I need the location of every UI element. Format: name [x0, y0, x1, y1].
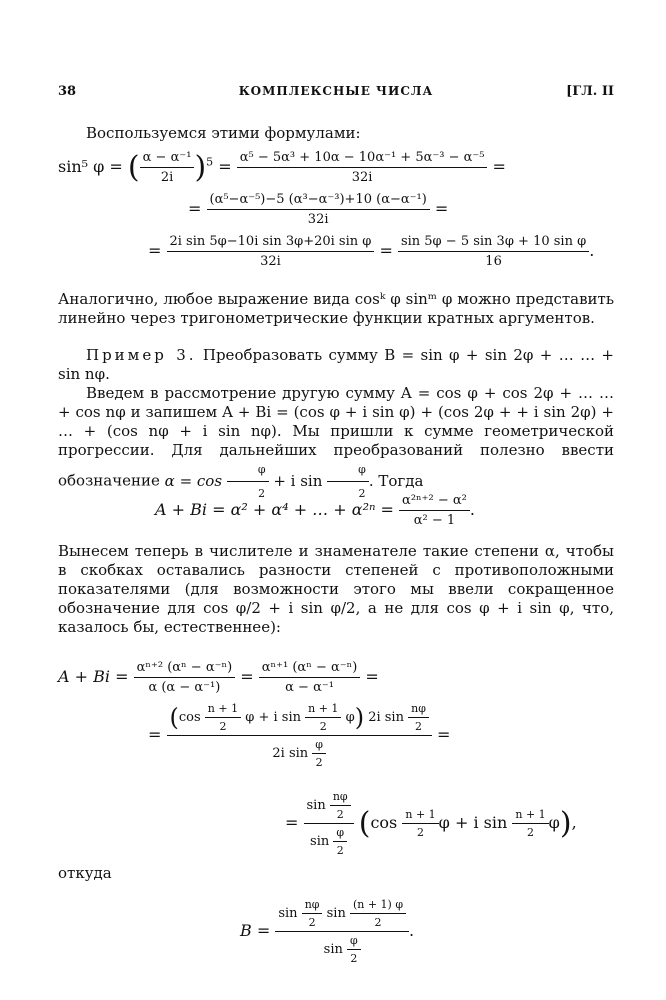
example-label: Пример 3.: [86, 346, 197, 364]
equation-abi-line1: A + Bi = $\frac{\text{αⁿ⁺² (αⁿ − α⁻ⁿ)}}{\text{α (α − α⁻¹)}}$ = $\frac{\text{αⁿ⁺¹ (αⁿ − α⁻ⁿ)}}{\text{α − α⁻¹}}$ =: [58, 660, 379, 695]
paragraph-intro: Введем в рассмотрение другую сумму A = cos φ + cos 2φ + … … + cos nφ и запишем A + Bi = (cos φ + i sin φ) + (cos 2φ + + i sin 2φ) + … + (cos nφ + i sin nφ). Мы пришли к сумме геометрической прогрессии. Для дальнейших преобразований полезно ввести обозначение α = cos $\frac{\varphi}{2}$ + i sin $\frac{\varphi}{2}$ . Тогда: [58, 384, 614, 500]
eq3-frac2: $\frac{\text{αⁿ⁺¹ (αⁿ − α⁻ⁿ)}}{\text{α − α⁻¹}}$: [259, 660, 361, 695]
eq3-sin-ratio: sin $\frac{n\varphi}{2}$ sin $\frac{\varphi}{2}$: [304, 790, 354, 857]
eq1-frac5: $\frac{\text{sin 5φ − 5 sin 3φ + 10 sin φ}}{16}$: [398, 234, 589, 269]
chapter-label: [ГЛ. II: [566, 84, 614, 99]
equation-sin5-line1: sin⁵ φ = ( $\frac{\text{α − α⁻¹}}{2i}$ )$^5$ = $\frac{\text{α⁵ − 5α³ + 10α − 10α⁻¹ + 5α⁻³ − α⁻⁵}}{32i}$ =: [58, 150, 506, 185]
paragraph-factor: Вынесем теперь в числителе и знаменателе такие степени α, чтобы в скобках оставались разности степеней с противоположными показателями (для возможности этого мы ввели сокращенное обозначение для cos φ/2 + i sin φ/2, а не для cos φ + i sin φ, что, казалось бы, естественнее):: [58, 542, 614, 636]
equation-sin5-line2: = $\frac{\text{(α⁵−α⁻⁵)−5 (α³−α⁻³)+10 (α−α⁻¹)}}{32i}$ =: [188, 192, 449, 227]
equation-geometric-sum: A + Bi = α² + α⁴ + … + α²ⁿ = $\frac{\text{α²ⁿ⁺² − α²}}{\text{α² − 1}}$ .: [155, 493, 475, 528]
equation-abi-line2: = (cos $\frac{n + 1}{2}$ φ + i sin $\frac{n + 1}{2}$ φ) 2i sin $\frac{n\varphi}{2}$ 2i sin $\frac{\varphi}{2}$ =: [148, 702, 451, 769]
alpha-definition: α = cos $\frac{\varphi}{2}$ + i sin $\frac{\varphi}{2}$ . Тогда: [165, 472, 424, 490]
eq1-frac3: $\frac{\text{(α⁵−α⁻⁵)−5 (α³−α⁻³)+10 (α−α⁻¹)}}{32i}$: [207, 192, 430, 227]
eq1-frac2: $\frac{\text{α⁵ − 5α³ + 10α − 10α⁻¹ + 5α⁻³ − α⁻⁵}}{32i}$: [237, 150, 488, 185]
equation-abi-line3: = sin $\frac{n\varphi}{2}$ sin $\frac{\varphi}{2}$ (cos $\frac{n + 1}{2}$ φ + i sin $\frac{n + 1}{2}$ φ),: [285, 790, 577, 857]
eq3-big-frac: (cos $\frac{n + 1}{2}$ φ + i sin $\frac{n + 1}{2}$ φ) 2i sin $\frac{n\varphi}{2}$ 2i sin $\frac{\varphi}{2}$: [167, 702, 432, 769]
example-text: Преобразовать сумму B = sin φ + sin 2φ + … … + sin nφ.: [58, 346, 614, 383]
page-header: [58, 84, 614, 104]
otkuda-text: откуда: [58, 864, 112, 882]
eq4-frac: sin $\frac{n\varphi}{2}$ sin $\frac{(n + 1) \varphi}{2}$ sin $\frac{\varphi}{2}$: [275, 898, 409, 965]
example-3: [58, 346, 614, 384]
equation-b-result: B = sin $\frac{n\varphi}{2}$ sin $\frac{(n + 1) \varphi}{2}$ sin $\frac{\varphi}{2}$ .: [240, 898, 415, 965]
eq1-frac1: $\frac{\text{α − α⁻¹}}{2i}$: [140, 150, 195, 185]
page-number: 38: [58, 84, 77, 99]
equation-sin5-line3: = $\frac{\text{2i sin 5φ−10i sin 3φ+20i sin φ}}{32i}$ = $\frac{\text{sin 5φ − 5 sin 3φ + 10 sin φ}}{16}$ .: [148, 234, 595, 269]
intro-text: Воспользуемся этими формулами:: [86, 124, 361, 142]
running-title: КОМПЛЕКСНЫЕ ЧИСЛА: [238, 84, 434, 98]
eq2-frac: $\frac{\text{α²ⁿ⁺² − α²}}{\text{α² − 1}}$: [399, 493, 470, 528]
eq1-frac4: $\frac{\text{2i sin 5φ−10i sin 3φ+20i sin φ}}{32i}$: [167, 234, 375, 269]
paragraph-analog: Аналогично, любое выражение вида cosᵏ φ sinᵐ φ можно представить линейно через тригонометрические функции кратных аргументов.: [58, 290, 614, 327]
eq1-lhs: sin⁵ φ =: [58, 157, 128, 176]
eq3-frac1: $\frac{\text{αⁿ⁺² (αⁿ − α⁻ⁿ)}}{\text{α (α − α⁻¹)}}$: [134, 660, 236, 695]
